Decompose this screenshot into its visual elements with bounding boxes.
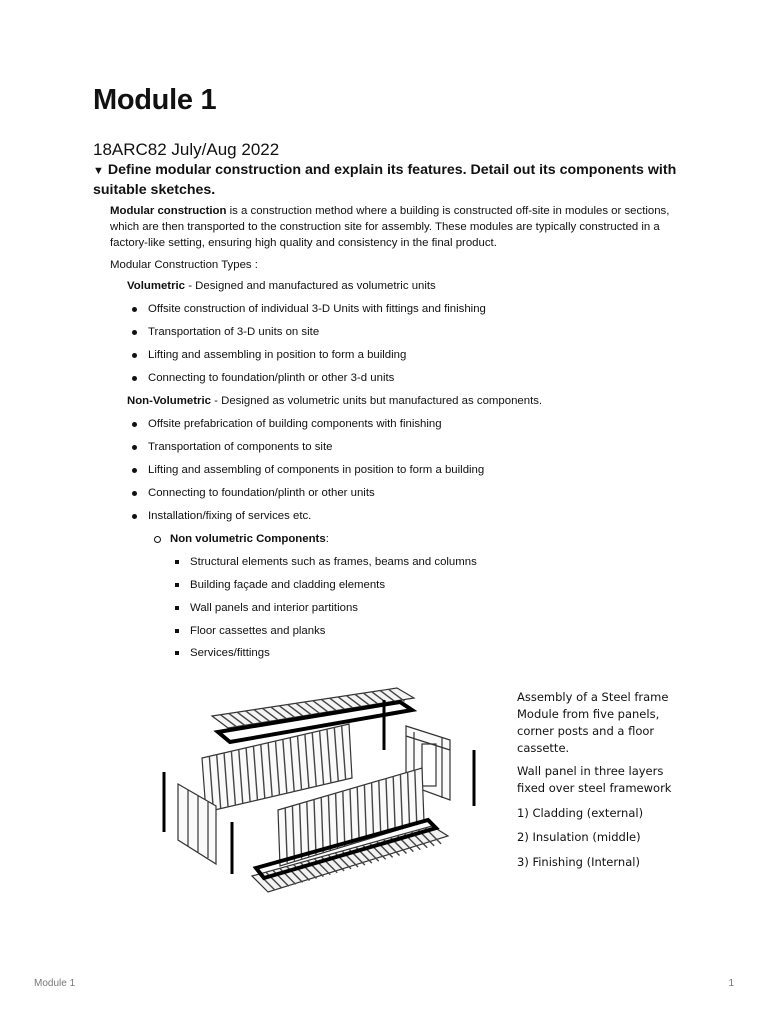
bullet-icon (132, 422, 137, 427)
caption-line: corner posts and a floor (517, 724, 655, 738)
volumetric-desc: - Designed and manufactured as volumetric units (185, 280, 436, 292)
volumetric-heading (127, 280, 436, 292)
list-item (175, 579, 385, 591)
list-item-text: Offsite construction of individual 3-D Units with fittings and finishing (148, 303, 486, 315)
components-label: Non volumetric Components (170, 533, 326, 545)
list-item (132, 303, 486, 315)
square-bullet-icon (175, 583, 179, 587)
square-bullet-icon (175, 560, 179, 564)
list-item (175, 625, 326, 637)
types-heading: Modular Construction Types : (110, 259, 258, 271)
square-bullet-icon (175, 629, 179, 633)
square-bullet-icon (175, 606, 179, 610)
caption-line: fixed over steel framework (517, 781, 672, 795)
caption-line: Wall panel in three layers (517, 764, 664, 778)
volumetric-term: Volumetric (127, 280, 186, 292)
list-item (175, 647, 270, 659)
figure-caption-wall (517, 763, 671, 797)
list-item (175, 556, 477, 568)
page-title: Module 1 (93, 84, 217, 116)
bullet-icon (132, 353, 137, 358)
intro-paragraph (110, 203, 680, 251)
bullet-icon (132, 330, 137, 335)
question-text: Define modular construction and explain its features. Detail out its components with suitable sketches. (93, 162, 677, 198)
question-toggle[interactable] (93, 161, 693, 200)
steel-frame-module-illustration (152, 680, 482, 915)
figure-caption-layer-2: 2) Insulation (middle) (517, 830, 641, 844)
list-item (132, 464, 484, 476)
bullet-icon (132, 491, 137, 496)
list-item-text: Installation/fixing of services etc. (148, 510, 312, 522)
toggle-triangle-icon[interactable]: ▼ (93, 165, 104, 177)
exam-code-heading: 18ARC82 July/Aug 2022 (93, 140, 280, 159)
list-item-text: Structural elements such as frames, beams and columns (190, 556, 477, 568)
list-item (132, 487, 375, 499)
footer-module-name: Module 1 (34, 978, 76, 989)
circle-bullet-icon (154, 536, 161, 543)
list-item-text: Wall panels and interior partitions (190, 602, 358, 614)
list-item (132, 441, 332, 453)
list-item (132, 326, 319, 338)
list-item-text: Building façade and cladding elements (190, 579, 386, 591)
components-suffix: : (325, 533, 329, 545)
footer-page-number: 1 (728, 978, 734, 989)
components-heading (154, 533, 329, 545)
list-item-text: Transportation of 3-D units on site (148, 326, 320, 338)
list-item-text: Services/fittings (190, 647, 270, 659)
bullet-icon (132, 307, 137, 312)
intro-term: Modular construction (110, 205, 227, 217)
caption-line: cassette. (517, 741, 570, 755)
caption-line: Module from five panels, (517, 707, 660, 721)
square-bullet-icon (175, 651, 179, 655)
intro-text: is a construction method where a building is constructed off-site in modules or sections, which are then transported to the construction site for assembly. These modules are typically constructed in a factory-like setting, ensuring high quality and consistency in the final product. (110, 205, 670, 249)
figure-caption-layer-1: 1) Cladding (external) (517, 806, 644, 820)
bullet-icon (132, 445, 137, 450)
list-item-text: Offsite prefabrication of building components with finishing (148, 418, 442, 430)
list-item-text: Lifting and assembling in position to form a building (148, 349, 407, 361)
list-item (132, 349, 406, 361)
non-volumetric-desc: - Designed as volumetric units but manufactured as components. (210, 395, 543, 407)
figure-caption-assembly (517, 689, 668, 757)
list-item-text: Floor cassettes and planks (190, 625, 326, 637)
list-item (175, 602, 358, 614)
list-item (132, 372, 394, 384)
figure-caption-layer-3: 3) Finishing (Internal) (517, 855, 640, 869)
bullet-icon (132, 514, 137, 519)
list-item (132, 510, 311, 522)
caption-line: Assembly of a Steel frame (517, 690, 669, 704)
list-item-text: Transportation of components to site (148, 441, 333, 453)
list-item (132, 418, 442, 430)
non-volumetric-heading (127, 395, 542, 407)
bullet-icon (132, 468, 137, 473)
list-item-text: Connecting to foundation/plinth or other 3-d units (148, 372, 395, 384)
non-volumetric-term: Non-Volumetric (127, 395, 211, 407)
list-item-text: Connecting to foundation/plinth or other units (148, 487, 375, 499)
bullet-icon (132, 376, 137, 381)
list-item-text: Lifting and assembling of components in position to form a building (148, 464, 485, 476)
